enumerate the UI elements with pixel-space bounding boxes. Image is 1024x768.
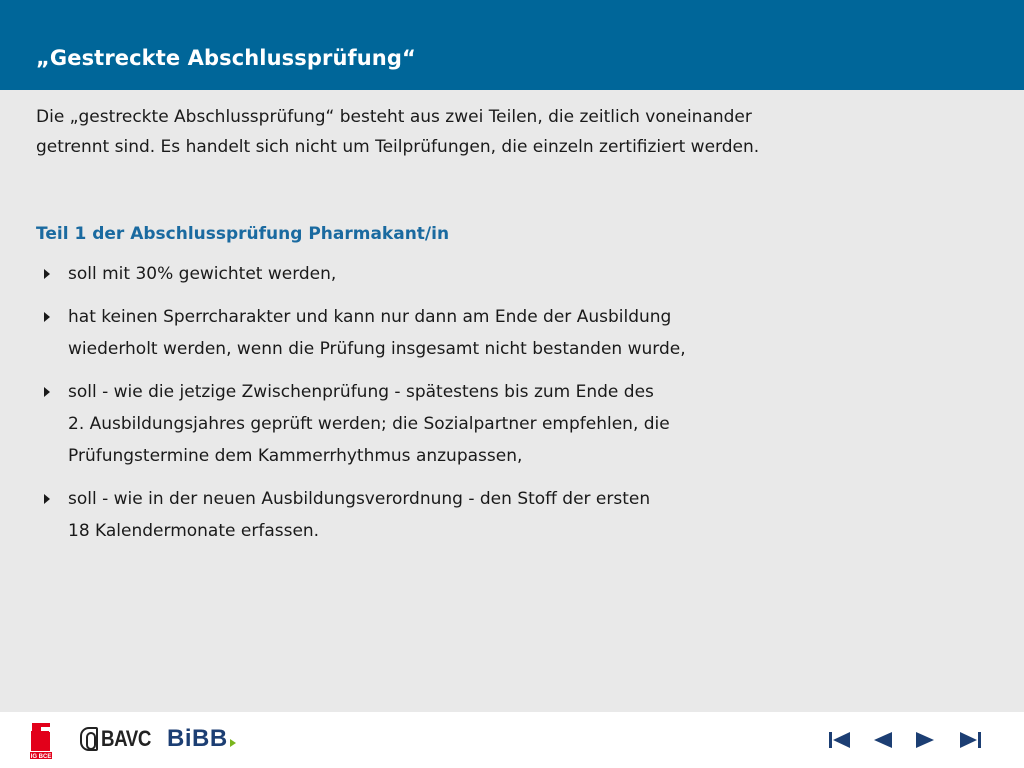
bullet-line: wiederholt werden, wenn die Prüfung insgesamt nicht bestanden wurde, xyxy=(68,339,686,359)
bullet-line: Prüfungstermine dem Kammerrhythmus anzupassen, xyxy=(68,446,523,466)
slide-title: „Gestreckte Abschlussprüfung“ xyxy=(36,46,416,70)
bullet-line: soll - wie die jetzige Zwischenprüfung - spätestens bis zum Ende des xyxy=(68,382,654,402)
list-item xyxy=(36,376,936,472)
next-page-button[interactable] xyxy=(914,729,936,751)
bullet-arrow-icon xyxy=(44,387,50,397)
bavc-logo xyxy=(80,726,160,752)
bullet-arrow-icon xyxy=(44,494,50,504)
bavc-mark-icon xyxy=(80,727,98,751)
first-page-button[interactable] xyxy=(828,729,852,751)
bibb-logo-text: BiBB xyxy=(167,725,228,752)
section-heading: Teil 1 der Abschlussprüfung Pharmakant/in xyxy=(36,224,450,244)
footer-bar xyxy=(0,712,1024,768)
bullet-arrow-icon xyxy=(44,312,50,322)
igbce-logo-text: IG BCE xyxy=(30,754,52,759)
bavc-logo-text: BAVC xyxy=(101,726,151,751)
list-item xyxy=(36,483,936,547)
intro-paragraph xyxy=(36,102,936,162)
intro-line: Die „gestreckte Abschlussprüfung“ besteht aus zwei Teilen, die zeitlich voneinander xyxy=(36,107,752,127)
bullet-line: soll mit 30% gewichtet werden, xyxy=(68,264,337,284)
bullet-line: soll - wie in der neuen Ausbildungsverordnung - den Stoff der ersten xyxy=(68,489,651,509)
first-page-icon xyxy=(828,729,852,751)
next-page-icon xyxy=(914,729,936,751)
bullet-list xyxy=(36,258,936,547)
intro-line: getrennt sind. Es handelt sich nicht um Teilprüfungen, die einzeln zertifiziert werden. xyxy=(36,137,760,157)
last-page-icon xyxy=(958,729,982,751)
bullet-line: hat keinen Sperrcharakter und kann nur dann am Ende der Ausbildung xyxy=(68,307,672,327)
bullet-line: 18 Kalendermonate erfassen. xyxy=(68,521,320,541)
bibb-arrow-icon xyxy=(230,739,236,747)
igbce-logo xyxy=(28,723,54,759)
title-bar xyxy=(0,0,1024,90)
list-item xyxy=(36,258,936,290)
previous-page-button[interactable] xyxy=(872,729,894,751)
list-item xyxy=(36,301,936,365)
bullet-line: 2. Ausbildungsjahres geprüft werden; die Sozialpartner empfehlen, die xyxy=(68,414,670,434)
bullet-arrow-icon xyxy=(44,269,50,279)
slide-content xyxy=(36,102,936,558)
last-page-button[interactable] xyxy=(958,729,982,751)
bibb-logo xyxy=(167,724,236,754)
previous-page-icon xyxy=(872,729,894,751)
